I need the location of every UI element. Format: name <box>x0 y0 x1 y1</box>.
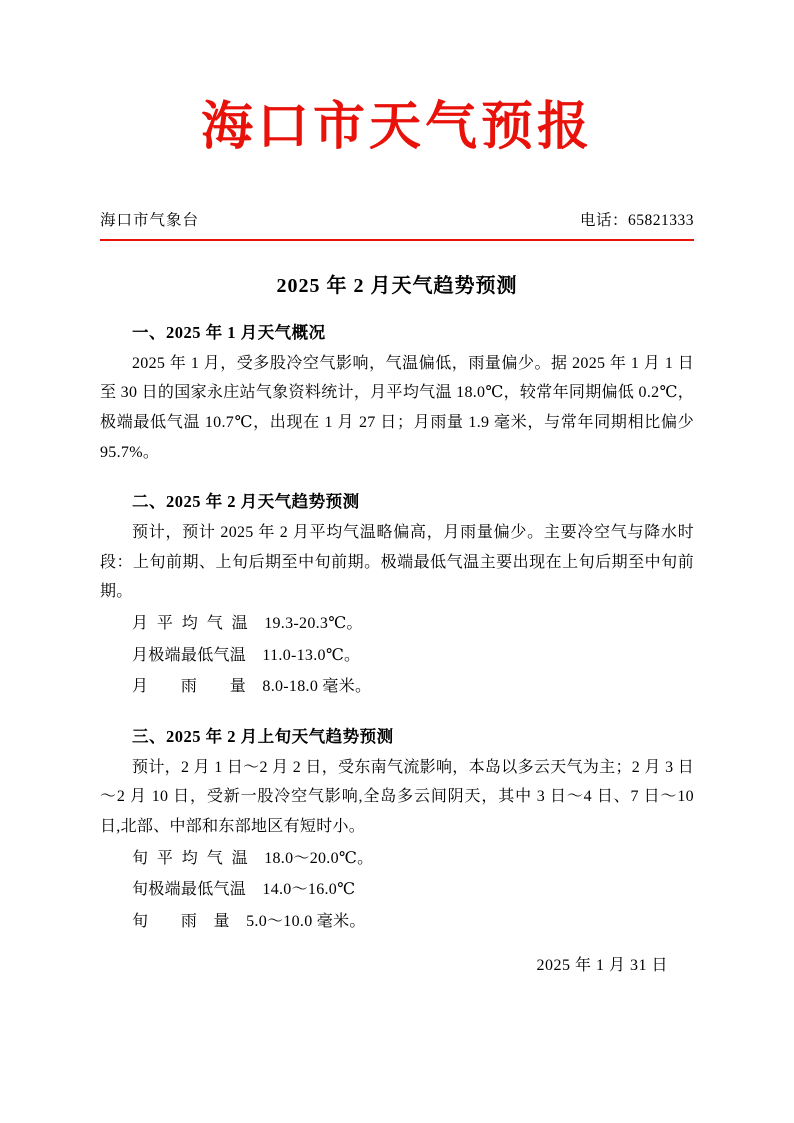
value-line-tenday-mean-temp: 旬 平 均 气 温 18.0～20.0℃。 <box>132 849 374 867</box>
section-heading-3: 三、2025 年 2 月上旬天气趋势预测 <box>132 726 394 746</box>
section-paragraph-2-1: 预计，预计 2025 年 2 月平均气温略偏高，月雨量偏少。主要冷空气与降水时段：上旬前期、上旬后期至中旬前期。极端最低气温主要出现在上旬后期至中旬前期。 <box>100 524 694 601</box>
section-paragraph-1-1: 2025 年 1 月，受多股冷空气影响，气温偏低，雨量偏少。据 2025 年 1 月 1 日至 30 日的国家永庄站气象资料统计，月平均气温 18.0℃，较常年同期偏低 0.2℃，极端最低气温 10.7℃，出现在 1 月 27 日；月雨量 1.9 毫米，与常年同期相比偏少 95.7%。 <box>100 354 694 461</box>
section-paragraph-3-1: 预计，2 月 1 日～2 月 2 日，受东南气流影响，本岛以多云天气为主；2 月 3 日～2 月 10 日，受新一股冷空气影响,全岛多云间阴天，其中 3 日～4 日、7 日～10 日,北部、中部和东部地区有短时小。 <box>100 758 694 835</box>
red-divider <box>100 239 694 241</box>
value-line-monthly-mean-temp: 月 平 均 气 温 19.3-20.3℃。 <box>132 614 363 632</box>
document-meta-row <box>100 208 694 230</box>
section-heading-1: 一、2025 年 1 月天气概况 <box>132 322 326 342</box>
value-line-tenday-min-temp: 旬极端最低气温 14.0～16.0℃ <box>132 881 356 899</box>
value-line-monthly-min-temp: 月极端最低气温 11.0-13.0℃。 <box>132 646 361 664</box>
issuer-label: 海口市气象台 <box>100 211 200 229</box>
phone-label: 电话：65821333 <box>579 211 694 229</box>
value-line-monthly-rainfall: 月 雨 量 8.0-18.0 毫米。 <box>132 678 372 696</box>
document-masthead-title: 海口市天气预报 <box>200 97 593 157</box>
value-line-tenday-rainfall: 旬 雨 量 5.0～10.0 毫米。 <box>132 912 366 930</box>
sign-date: 2025 年 1 月 31 日 <box>536 957 668 975</box>
section-heading-2: 二、2025 年 2 月天气趋势预测 <box>132 492 360 512</box>
page-title: 2025 年 2 月天气趋势预测 <box>276 274 518 297</box>
